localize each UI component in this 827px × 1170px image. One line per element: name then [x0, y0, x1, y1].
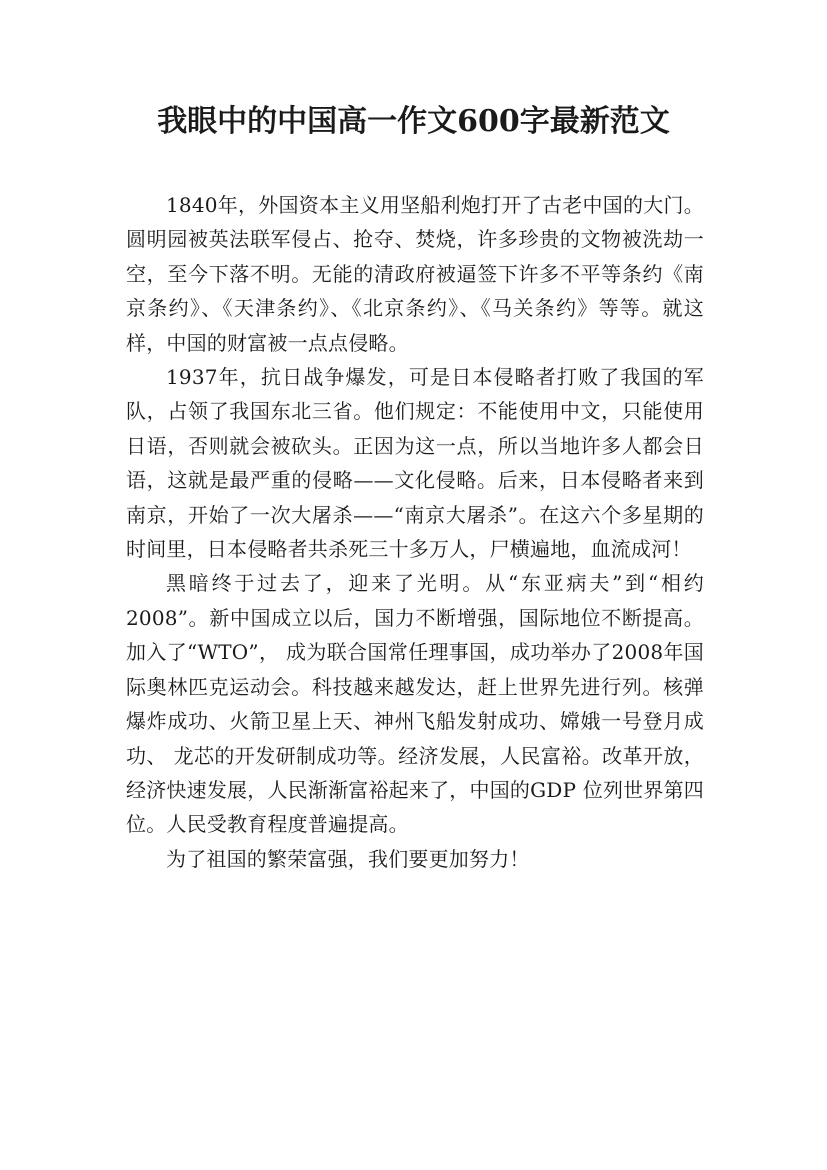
paragraph-4: 为了祖国的繁荣富强，我们要更加努力！	[166, 846, 530, 871]
document-body	[126, 188, 704, 876]
paragraph-3: 黑暗终于过去了，迎来了光明。从“东亚病夫”到“相约2008”。新中国成立以后，国力不断增强，国际地位不断提高。加入了“WTO”， 成为联合国常任理事国，成功举办了2008年国际奥林匹克运动会。科技越来越发达，赶上世界先进行列。核弹爆炸成功、火箭卫星上天、神州飞船发射成功、嫦娥一号登月成功、 龙芯的开发研制成功等。经济发展，人民富裕。改革开放，经济快速发展，人民渐渐富裕起来了，中国的GDP 位列世界第四位。人民受教育程度普遍提高。	[126, 571, 704, 837]
paragraph-2: 1937年，抗日战争爆发，可是日本侵略者打败了我国的军队，占领了我国东北三省。他们规定：不能使用中文，只能使用日语，否则就会被砍头。正因为这一点，所以当地许多人都会日语，这就是最严重的侵略——文化侵略。后来，日本侵略者来到南京，开始了一次大屠杀——“南京大屠杀”。在这六个多星期的时间里，日本侵略者共杀死三十多万人，尸横遍地，血流成河！	[126, 365, 704, 562]
document-title: 我眼中的中国高一作文600字最新范文	[157, 104, 670, 139]
paragraph-1: 1840年，外国资本主义用坚船利炮打开了古老中国的大门。圆明园被英法联军侵占、抢夺、焚烧，许多珍贵的文物被洗劫一空，至今下落不明。无能的清政府被逼签下许多不平等条约《南京条约》、《天津条约》、《北京条约》、《马关条约》等等。就这样，中国的财富被一点点侵略。	[126, 193, 704, 355]
